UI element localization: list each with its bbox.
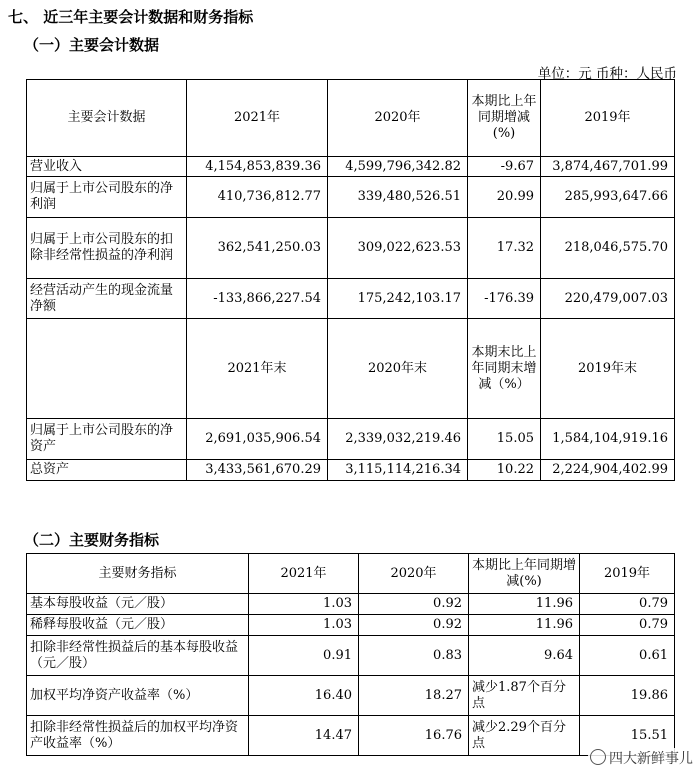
row-label: 加权平均净资产收益率（%） (27, 676, 249, 716)
section-title: 七、 近三年主要会计数据和财务指标 (8, 8, 254, 26)
change-cell: 11.96 (469, 594, 580, 615)
value-cell: 0.79 (580, 615, 675, 636)
value-cell: 0.91 (249, 636, 359, 676)
table-row (27, 177, 675, 218)
header-cell: 本期末比上年同期末增减（%） (468, 319, 541, 419)
change-cell: 20.99 (468, 177, 541, 218)
value-cell: 309,022,623.53 (328, 218, 468, 279)
value-cell: 1.03 (249, 594, 359, 615)
subsection-title-financial: （二）主要财务指标 (24, 531, 160, 549)
row-label: 基本每股收益（元／股） (27, 594, 249, 615)
value-cell: 1.03 (249, 615, 359, 636)
header-cell: 2019年 (580, 554, 675, 594)
change-cell: -176.39 (468, 279, 541, 319)
change-cell: 15.05 (468, 419, 541, 460)
value-cell: 4,599,796,342.82 (328, 157, 468, 177)
table-row (27, 218, 675, 279)
value-cell: 0.79 (580, 594, 675, 615)
value-cell: 15.51 (580, 716, 675, 756)
header-cell-empty (27, 319, 187, 419)
table-row (27, 636, 675, 676)
header-cell: 2019年 (541, 80, 675, 157)
row-label: 扣除非经常性损益后的加权平均净资产收益率（%） (27, 716, 249, 756)
table-row (27, 419, 675, 460)
value-cell: 2,224,904,402.99 (541, 460, 675, 481)
row-label: 营业收入 (27, 157, 187, 177)
value-cell: 175,242,103.17 (328, 279, 468, 319)
value-cell: 4,154,853,839.36 (187, 157, 328, 177)
header-cell: 本期比上年同期增减(%) (468, 80, 541, 157)
value-cell: 0.61 (580, 636, 675, 676)
value-cell: 19.86 (580, 676, 675, 716)
header-cell: 2020年 (328, 80, 468, 157)
value-cell: 362,541,250.03 (187, 218, 328, 279)
value-cell: 3,115,114,216.34 (328, 460, 468, 481)
header-cell: 2021年 (249, 554, 359, 594)
header-cell: 本期比上年同期增减(%) (469, 554, 580, 594)
table-row (27, 676, 675, 716)
table-header-row (27, 319, 675, 419)
table-row (27, 594, 675, 615)
table-header-row (27, 80, 675, 157)
header-cell: 2019年末 (541, 319, 675, 419)
value-cell: 0.83 (359, 636, 469, 676)
value-cell: 218,046,575.70 (541, 218, 675, 279)
row-label: 经营活动产生的现金流量净额 (27, 279, 187, 319)
row-label: 总资产 (27, 460, 187, 481)
value-cell: 3,874,467,701.99 (541, 157, 675, 177)
header-cell: 2021年末 (187, 319, 328, 419)
change-cell: -9.67 (468, 157, 541, 177)
value-cell: 2,339,032,219.46 (328, 419, 468, 460)
wechat-icon (590, 749, 606, 765)
value-cell: 410,736,812.77 (187, 177, 328, 218)
financial-indicators-table (26, 553, 675, 756)
header-cell: 2020年末 (328, 319, 468, 419)
value-cell: 220,479,007.03 (541, 279, 675, 319)
watermark (588, 748, 695, 768)
change-cell: 减少2.29个百分点 (469, 716, 580, 756)
table-row (27, 716, 675, 756)
value-cell: 2,691,035,906.54 (187, 419, 328, 460)
accounting-data-table (26, 79, 675, 481)
value-cell: 0.92 (359, 615, 469, 636)
change-cell: 9.64 (469, 636, 580, 676)
table-row (27, 615, 675, 636)
row-label: 归属于上市公司股东的净资产 (27, 419, 187, 460)
table-row (27, 157, 675, 177)
table-row (27, 460, 675, 481)
change-cell: 11.96 (469, 615, 580, 636)
value-cell: 3,433,561,670.29 (187, 460, 328, 481)
watermark-text: 四大新鲜事儿 (609, 751, 693, 767)
header-cell: 2021年 (187, 80, 328, 157)
header-cell: 2020年 (359, 554, 469, 594)
row-label: 扣除非经常性损益后的基本每股收益（元／股） (27, 636, 249, 676)
row-label: 归属于上市公司股东的净利润 (27, 177, 187, 218)
change-cell: 17.32 (468, 218, 541, 279)
value-cell: 285,993,647.66 (541, 177, 675, 218)
value-cell: 1,584,104,919.16 (541, 419, 675, 460)
table-header-row (27, 554, 675, 594)
value-cell: -133,866,227.54 (187, 279, 328, 319)
value-cell: 0.92 (359, 594, 469, 615)
header-cell: 主要会计数据 (27, 80, 187, 157)
value-cell: 16.76 (359, 716, 469, 756)
unit-label: 单位：元 币种：人民币 (537, 66, 677, 82)
header-cell: 主要财务指标 (27, 554, 249, 594)
table-row (27, 279, 675, 319)
subsection-title-accounting: （一）主要会计数据 (24, 36, 160, 54)
value-cell: 339,480,526.51 (328, 177, 468, 218)
value-cell: 14.47 (249, 716, 359, 756)
value-cell: 16.40 (249, 676, 359, 716)
row-label: 稀释每股收益（元／股） (27, 615, 249, 636)
row-label: 归属于上市公司股东的扣除非经常性损益的净利润 (27, 218, 187, 279)
value-cell: 18.27 (359, 676, 469, 716)
change-cell: 减少1.87个百分点 (469, 676, 580, 716)
change-cell: 10.22 (468, 460, 541, 481)
